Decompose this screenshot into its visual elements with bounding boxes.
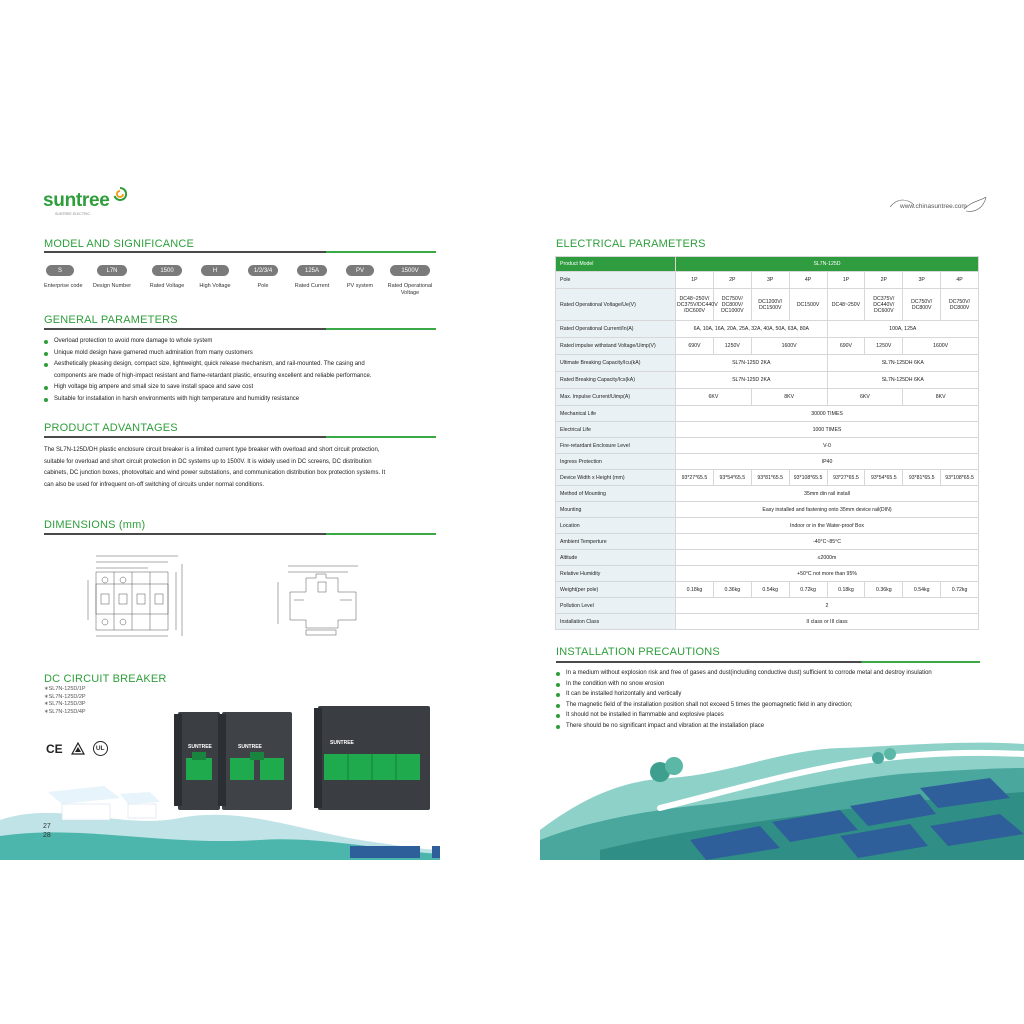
table-row (556, 566, 979, 582)
table-cell: 93*81*65.5 (751, 470, 789, 486)
table-row (556, 470, 979, 486)
general-item: Aesthetically pleasing design, compact size, lightweight, quick release mechanism, and rail-mounted. The casing and (44, 359, 444, 371)
row-label: Electrical Life (556, 422, 676, 438)
dimensions-title: DIMENSIONS (mm) (44, 519, 146, 531)
table-cell: SL7N-125D (676, 257, 979, 272)
side-dimension-drawing (268, 562, 368, 637)
table-cell: V-0 (676, 438, 979, 454)
table-cell: 3P (751, 272, 789, 289)
table-cell: DC750V/ DC800V (903, 289, 941, 321)
advantages-line: The SL7N-125D/DH plastic enclosure circuit breaker is a limited current type breaker with overload and short circuit protection, (44, 447, 380, 453)
table-cell: 4P (789, 272, 827, 289)
general-item: High voltage big ampere and small size to save install space and save cost (44, 382, 444, 394)
row-label: Fire-retardant Enclosure Level (556, 438, 676, 454)
right-landscape-illustration (540, 730, 1024, 860)
table-cell: 93*108*65.5 (941, 470, 979, 486)
ce-mark: CE (46, 741, 63, 756)
model-code-label: Enterprise code (44, 283, 83, 289)
row-label: Mounting (556, 502, 676, 518)
table-cell: 93*108*65.5 (789, 470, 827, 486)
model-code-label: Design Number (92, 283, 132, 289)
brand-logo (43, 190, 133, 218)
table-cell: DC375V/ DC440V/ DC600V (865, 289, 903, 321)
model-code-label: Pole (257, 283, 269, 289)
table-row (556, 272, 979, 289)
row-label: Installation Class (556, 614, 676, 630)
model-code-pill: 1500 (152, 265, 182, 276)
precaution-item: There should be no significant impact and vibration at the installation place (556, 721, 986, 732)
table-row (556, 438, 979, 454)
table-cell: ≤2000m (676, 550, 979, 566)
table-cell: +50°C not more than 95% (676, 566, 979, 582)
model-code-pill: H (201, 265, 229, 276)
table-row (556, 614, 979, 630)
table-cell: 93*81*65.5 (903, 470, 941, 486)
asterisk-icon: ∗ (44, 693, 49, 700)
table-cell: 6KV (676, 389, 752, 406)
ul-mark: UL (93, 741, 108, 756)
row-label: Ambient Temperture (556, 534, 676, 550)
table-row (556, 321, 979, 338)
table-cell: 0.54kg (751, 582, 789, 598)
precaution-item: In the condition with no snow erosion (556, 679, 986, 690)
model-code-label: Rated Operational Voltage (387, 283, 433, 296)
dc-model-name: SL7N-125D/2P (48, 693, 86, 700)
table-row (556, 454, 979, 470)
row-label: Pollution Level (556, 598, 676, 614)
table-cell: 1600V (903, 338, 979, 355)
model-code-label: Rated Current (294, 283, 330, 289)
table-row (556, 406, 979, 422)
table-row (556, 534, 979, 550)
general-list (44, 336, 444, 405)
general-title: GENERAL PARAMETERS (44, 314, 178, 326)
table-cell: DC1200V/ DC1500V (751, 289, 789, 321)
table-cell: 2P (865, 272, 903, 289)
model-code-label: High Voltage (199, 283, 231, 289)
row-label: Method of Mounting (556, 486, 676, 502)
model-title: MODEL AND SIGNIFICANCE (44, 238, 195, 250)
dc-model-name: SL7N-125D/3P (48, 701, 86, 708)
website-url (888, 197, 988, 217)
table-row (556, 355, 979, 372)
row-label: Mechanical Life (556, 406, 676, 422)
dc-model-name: SL7N-125D/1P (48, 686, 86, 692)
table-row (556, 338, 979, 355)
model-code-pill: 125A (297, 265, 327, 276)
table-row (556, 422, 979, 438)
table-cell: 1000 TIMES (676, 422, 979, 438)
website-text: www.chinasuntree.com (900, 203, 967, 210)
row-label: Rated Breaking Capacity/Ics(kA) (556, 372, 676, 389)
table-cell: Easy installed and fastening onto 35mm device rail(DIN) (676, 502, 979, 518)
table-cell: II class or III class (676, 614, 979, 630)
asterisk-icon: ∗ (44, 708, 49, 715)
asterisk-icon: ∗ (44, 686, 49, 692)
precautions-list (556, 668, 986, 731)
table-cell: 6A, 10A, 16A, 20A, 25A, 32A, 40A, 50A, 63A, 80A (676, 321, 828, 338)
table-cell: 0.72kg (941, 582, 979, 598)
left-landscape-illustration (0, 780, 440, 860)
model-code-pill: L7N (97, 265, 127, 276)
table-cell: 100A, 125A (827, 321, 979, 338)
table-cell: DC48~250V/ DC375V/DC440V /DC600V (676, 289, 714, 321)
model-code-label: PV system (346, 283, 374, 289)
advantages-line: cabinets, DC junction boxes, photovoltaic and wind power substations, and communication distribution box protection systems. It (44, 470, 386, 476)
table-cell: 3P (903, 272, 941, 289)
table-cell: 2 (676, 598, 979, 614)
triangle-cert-icon (71, 742, 85, 756)
row-label: Ultimate Breaking Capacity/Icu(kA) (556, 355, 676, 372)
general-rule (44, 328, 436, 330)
precaution-item: In a medium without explosion risk and free of gases and dust(including conductive dust) sufficient to corrode metal and destroy insulation (556, 668, 986, 679)
table-cell: 8KV (751, 389, 827, 406)
advantages-rule (44, 436, 436, 438)
right-page-number: 28 (43, 832, 51, 839)
precautions-rule (556, 661, 980, 663)
table-cell: 2P (713, 272, 751, 289)
general-item: Unique mold design have garnered much admiration from many customers (44, 348, 444, 360)
row-label: Rated Operational Voltage/Ue(V) (556, 289, 676, 321)
asterisk-icon: ∗ (44, 701, 49, 708)
table-cell: SL7N-125DH 6KA (827, 355, 979, 372)
table-cell: 0.36kg (865, 582, 903, 598)
table-header-row (556, 257, 979, 272)
table-cell: 93*27*65.5 (827, 470, 865, 486)
row-label: Relative Humidity (556, 566, 676, 582)
dc-model-list (44, 686, 124, 716)
row-label: Location (556, 518, 676, 534)
general-item: Suitable for installation in harsh environments with high temperature and humidity resistance (44, 394, 444, 406)
table-cell: Indoor or in the Water-proof Box (676, 518, 979, 534)
row-label: Device Width x Height (mm) (556, 470, 676, 486)
left-page-number: 27 (43, 823, 51, 830)
sun-swirl-icon (113, 187, 127, 201)
table-row (556, 598, 979, 614)
dc-model-item (44, 709, 124, 717)
model-rule (44, 251, 436, 253)
table-row (556, 582, 979, 598)
table-row (556, 389, 979, 406)
row-label: Altitude (556, 550, 676, 566)
dc-breaker-title: DC CIRCUIT BREAKER (44, 673, 167, 685)
device-label-3: SUNTREE (330, 740, 354, 746)
advantages-line: can also be used for infrequent on-off switching of circuits under normal conditions. (44, 481, 265, 488)
table-cell: 35mm din rail install (676, 486, 979, 502)
table-cell: 93*27*65.5 (676, 470, 714, 486)
row-label: Pole (556, 272, 676, 289)
precaution-item: The magnetic field of the installation position shall not exceed 5 times the geomagnetic field in any direction; (556, 700, 986, 711)
table-cell: 8KV (903, 389, 979, 406)
table-cell: 6KV (827, 389, 903, 406)
precautions-title: INSTALLATION PRECAUTIONS (556, 646, 720, 658)
dc-model-item (44, 701, 124, 709)
table-cell: IP40 (676, 454, 979, 470)
dc-model-name: SL7N-125D/4P (48, 708, 86, 715)
table-row (556, 518, 979, 534)
logo-text: suntree (43, 190, 110, 211)
table-cell: 30000 TIMES (676, 406, 979, 422)
device-label-1: SUNTREE (188, 744, 212, 750)
device-label-2: SUNTREE (238, 744, 262, 750)
table-cell: 690V (827, 338, 865, 355)
table-row (556, 486, 979, 502)
table-row (556, 289, 979, 321)
model-code-pill: 1500V (390, 265, 430, 276)
certifications (46, 741, 108, 756)
advantages-title: PRODUCT ADVANTAGES (44, 422, 178, 434)
table-cell: 0.18kg (827, 582, 865, 598)
dc-model-item (44, 686, 124, 694)
table-row (556, 502, 979, 518)
advantages-line: suitable for overload and short circuit protection in DC systems up to 1500V. It is widely used in DC screens, DC distribution (44, 458, 372, 465)
precaution-item: It can be installed horizontally and vertically (556, 689, 986, 700)
table-cell: 0.72kg (789, 582, 827, 598)
table-cell: 690V (676, 338, 714, 355)
table-cell: SL7N-125D 2KA (676, 372, 828, 389)
table-cell: 93*54*65.5 (713, 470, 751, 486)
model-code-pill: 1/2/3/4 (248, 265, 278, 276)
table-cell: 0.18kg (676, 582, 714, 598)
general-item: components are made of high-impact resistant and flame-retardant plastic, ensuring excellent and reliable performance. (54, 372, 372, 379)
general-item: Overload protection to avoid more damage to whole system (44, 336, 444, 348)
row-label: Weight(per pole) (556, 582, 676, 598)
model-code-pill: PV (346, 265, 374, 276)
model-code-pill: S (46, 265, 74, 276)
table-row (556, 550, 979, 566)
front-dimension-drawing (78, 550, 198, 640)
logo-tagline: SUNTREE ELECTRIC (55, 212, 91, 216)
precaution-item: It should not be installed in flammable and explosive places (556, 710, 986, 721)
row-label: Max. Impulse Current/Uimp(A) (556, 389, 676, 406)
table-cell: 1P (676, 272, 714, 289)
table-cell: 0.36kg (713, 582, 751, 598)
table-cell: 1600V (751, 338, 827, 355)
table-cell: DC48~250V (827, 289, 865, 321)
row-label: Product Model (556, 257, 676, 272)
table-cell: DC750V/ DC800V/ DC1000V (713, 289, 751, 321)
table-cell: 1250V (865, 338, 903, 355)
table-cell: 4P (941, 272, 979, 289)
row-label: Ingress Protection (556, 454, 676, 470)
model-code-label: Rated Voltage (149, 283, 185, 289)
table-cell: SL7N-125DH 6KA (827, 372, 979, 389)
table-cell: 93*54*65.5 (865, 470, 903, 486)
electrical-parameters-table (555, 256, 979, 630)
table-cell: DC750V/ DC800V (941, 289, 979, 321)
advantages-text (44, 445, 444, 491)
table-cell: 1250V (713, 338, 751, 355)
electrical-title: ELECTRICAL PARAMETERS (556, 238, 706, 250)
table-cell: SL7N-125D 2KA (676, 355, 828, 372)
dimensions-rule (44, 533, 436, 535)
table-cell: 1P (827, 272, 865, 289)
table-cell: 0.54kg (903, 582, 941, 598)
row-label: Rated Operational Current/In(A) (556, 321, 676, 338)
row-label: Rated impulse withstand Voltage/Uimp(V) (556, 338, 676, 355)
table-cell: -40°C~85°C (676, 534, 979, 550)
page-numbers (43, 822, 51, 840)
table-cell: DC1500V (789, 289, 827, 321)
table-row (556, 372, 979, 389)
dc-model-item (44, 694, 124, 702)
